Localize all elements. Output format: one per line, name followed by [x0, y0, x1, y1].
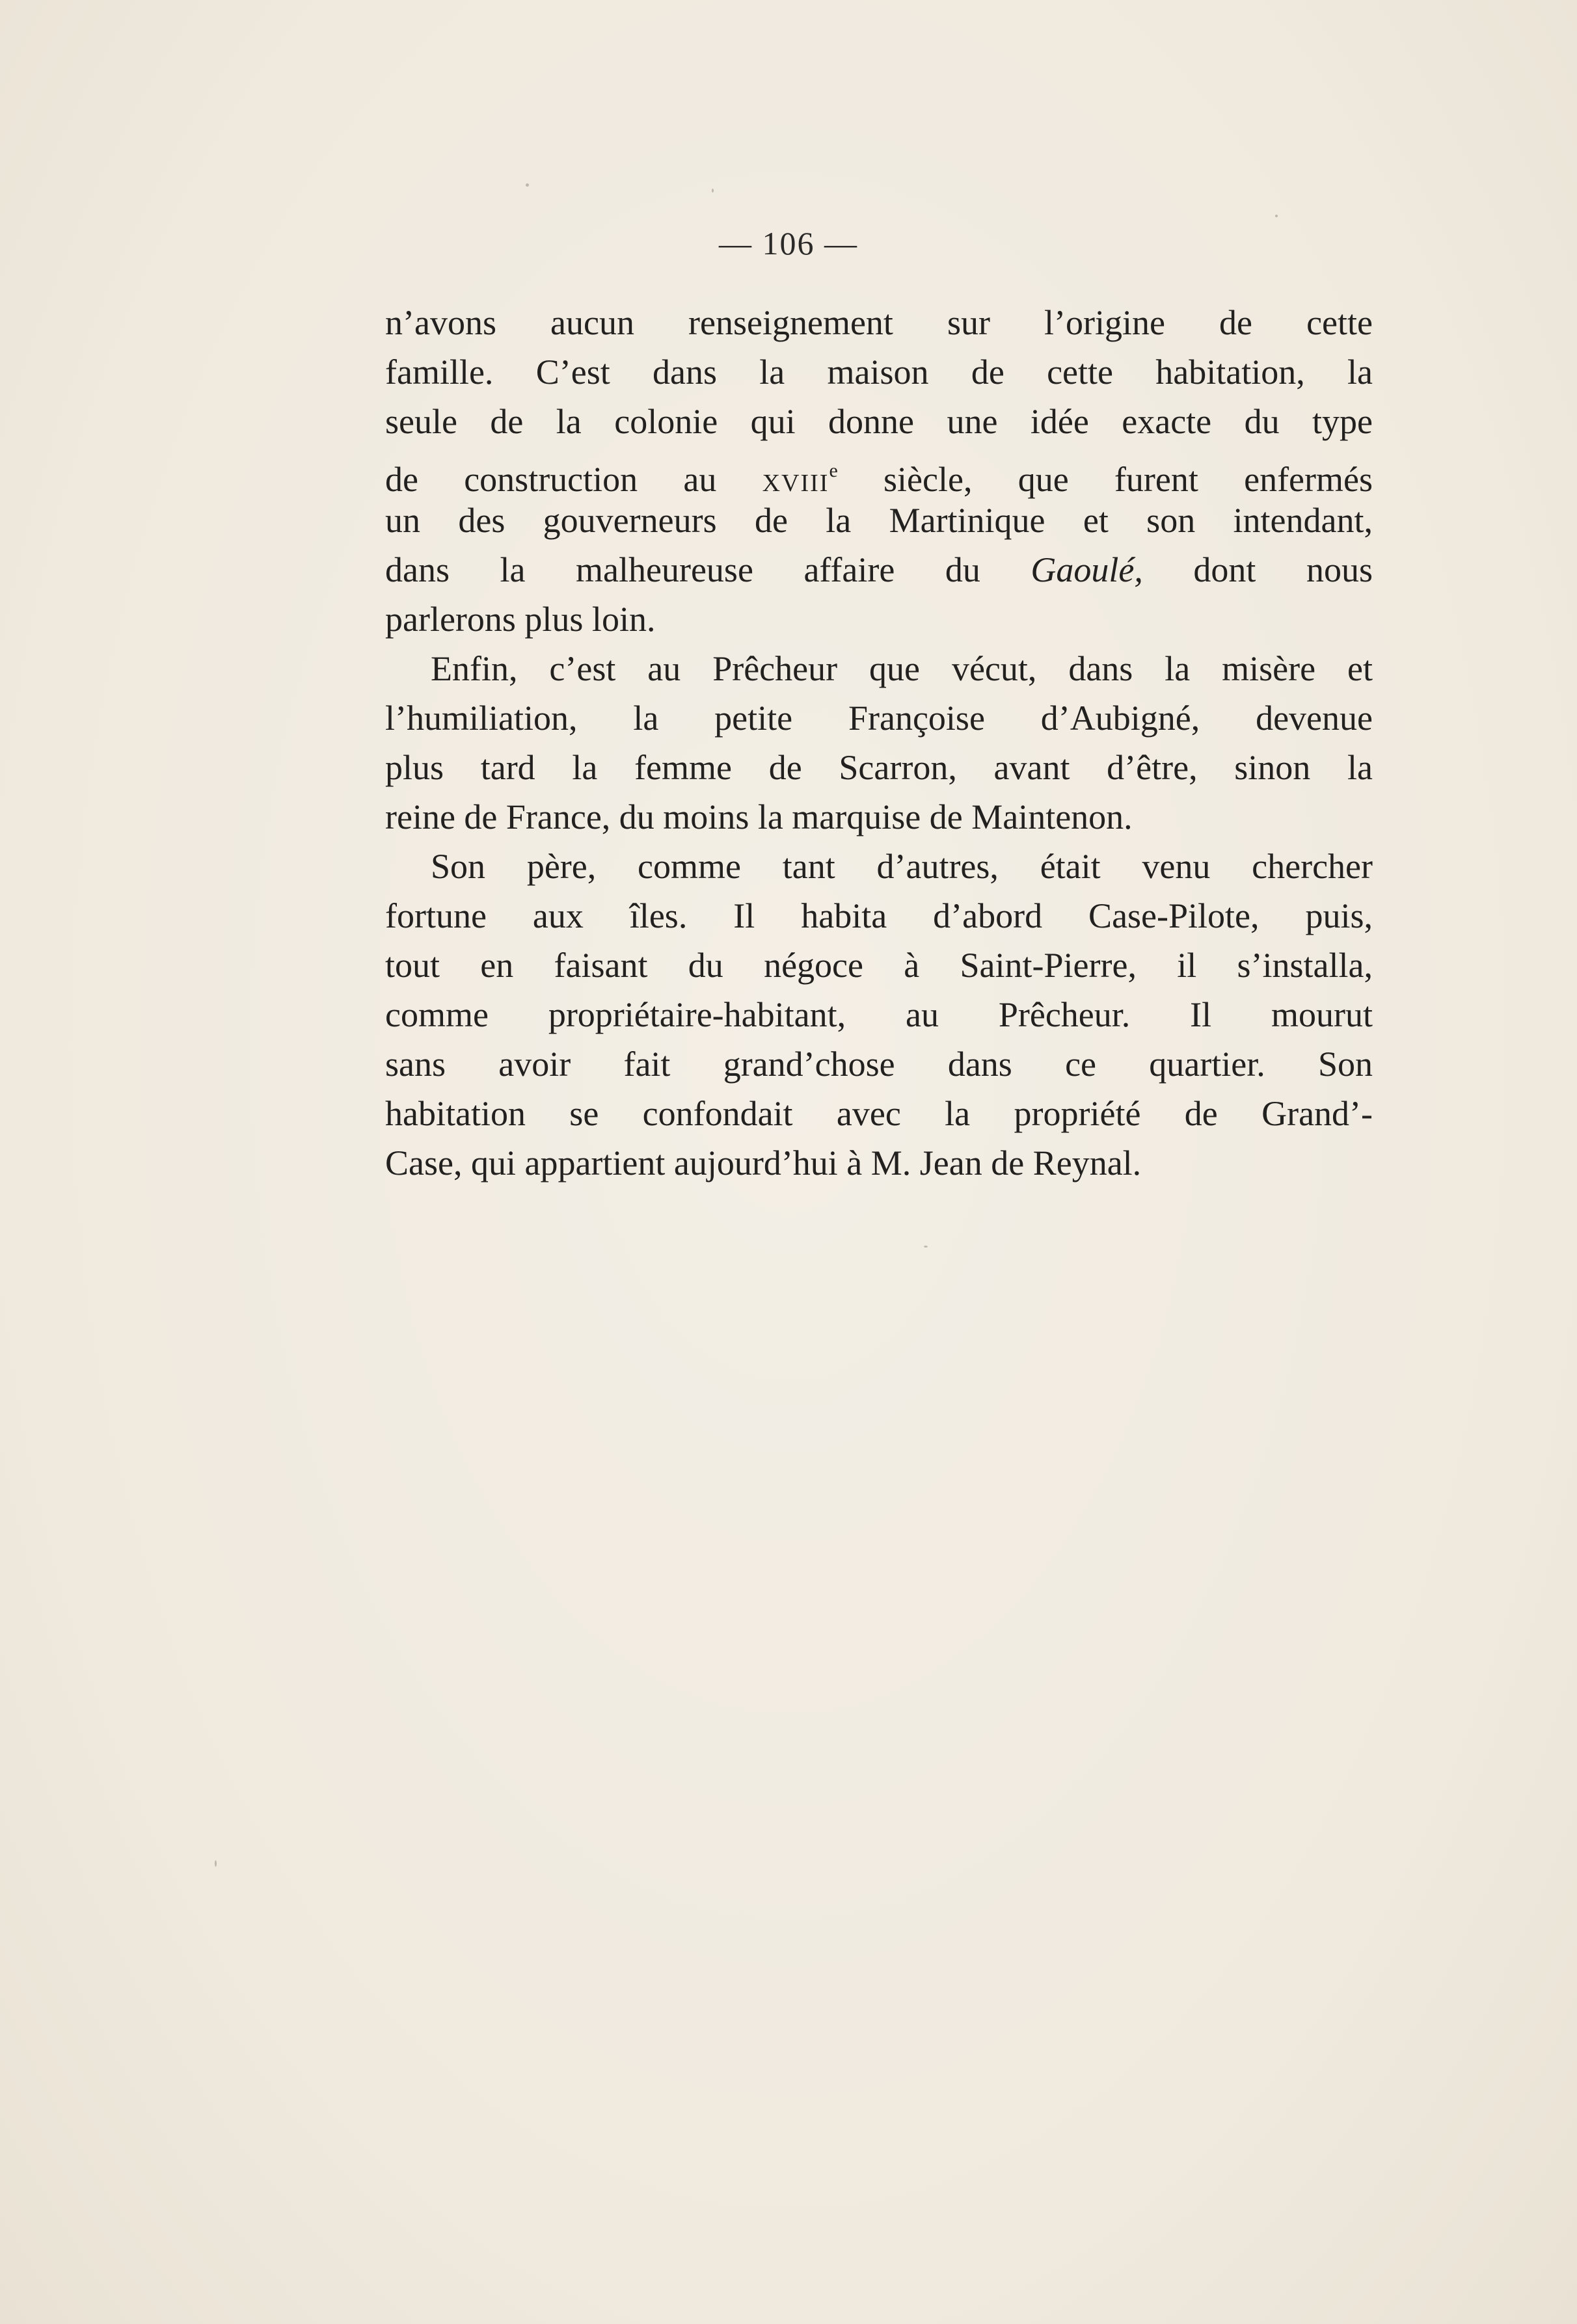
text-line: Son père, comme tant d’autres, était venu chercher: [431, 847, 1373, 886]
text-run-post: dont nous: [1142, 550, 1373, 589]
text-line: famille. C’est dans la maison de cette habitation, la: [385, 353, 1373, 392]
text-run-post: siècle, que furent enfermés: [837, 460, 1373, 499]
paper-speck: [924, 1246, 928, 1248]
text-line: fortune aux îles. Il habita d’abord Case-Pilote, puis,: [385, 896, 1373, 935]
text-line: plus tard la femme de Scarron, avant d’être, sinon la: [385, 748, 1373, 787]
paper-speck: [526, 183, 529, 187]
text-line: parlerons plus loin.: [385, 600, 656, 639]
text-line: sans avoir fait grand’chose dans ce quartier. Son: [385, 1045, 1373, 1084]
text-line: tout en faisant du négoce à Saint-Pierre, il s’installa,: [385, 946, 1373, 985]
text-run-sc: xviii: [762, 460, 829, 499]
text-run-pre: de construction au: [385, 460, 762, 499]
text-run-pre: dans la malheureuse affaire du: [385, 550, 1031, 589]
text-run-sup: e: [829, 460, 838, 481]
paper-speck: [712, 189, 714, 193]
page-number: — 106 —: [719, 225, 858, 261]
text-line: Enfin, c’est au Prêcheur que vécut, dans la misère et: [431, 649, 1373, 688]
text-line: comme propriétaire-habitant, au Prêcheur. Il mourut: [385, 995, 1373, 1034]
text-line: un des gouverneurs de la Martinique et son intendant,: [385, 501, 1373, 540]
text-line: habitation se confondait avec la propriété de Grand’-: [385, 1094, 1373, 1133]
text-line: [385, 545, 1373, 594]
paper-speck: [1275, 215, 1278, 217]
text-line: seule de la colonie qui donne une idée exacte du type: [385, 402, 1373, 441]
text-line: n’avons aucun renseignement sur l’origine de cette: [385, 303, 1373, 342]
text-line: reine de France, du moins la marquise de Maintenon.: [385, 797, 1133, 836]
body-text: [385, 298, 1373, 1188]
text-line: [385, 446, 1373, 499]
text-line: l’humiliation, la petite Françoise d’Aubigné, devenue: [385, 699, 1373, 738]
text-line: Case, qui appartient aujourd’hui à M. Jean de Reynal.: [385, 1143, 1142, 1182]
paper-speck: [215, 1860, 217, 1867]
text-run-it: Gaoulé,: [1031, 550, 1143, 589]
